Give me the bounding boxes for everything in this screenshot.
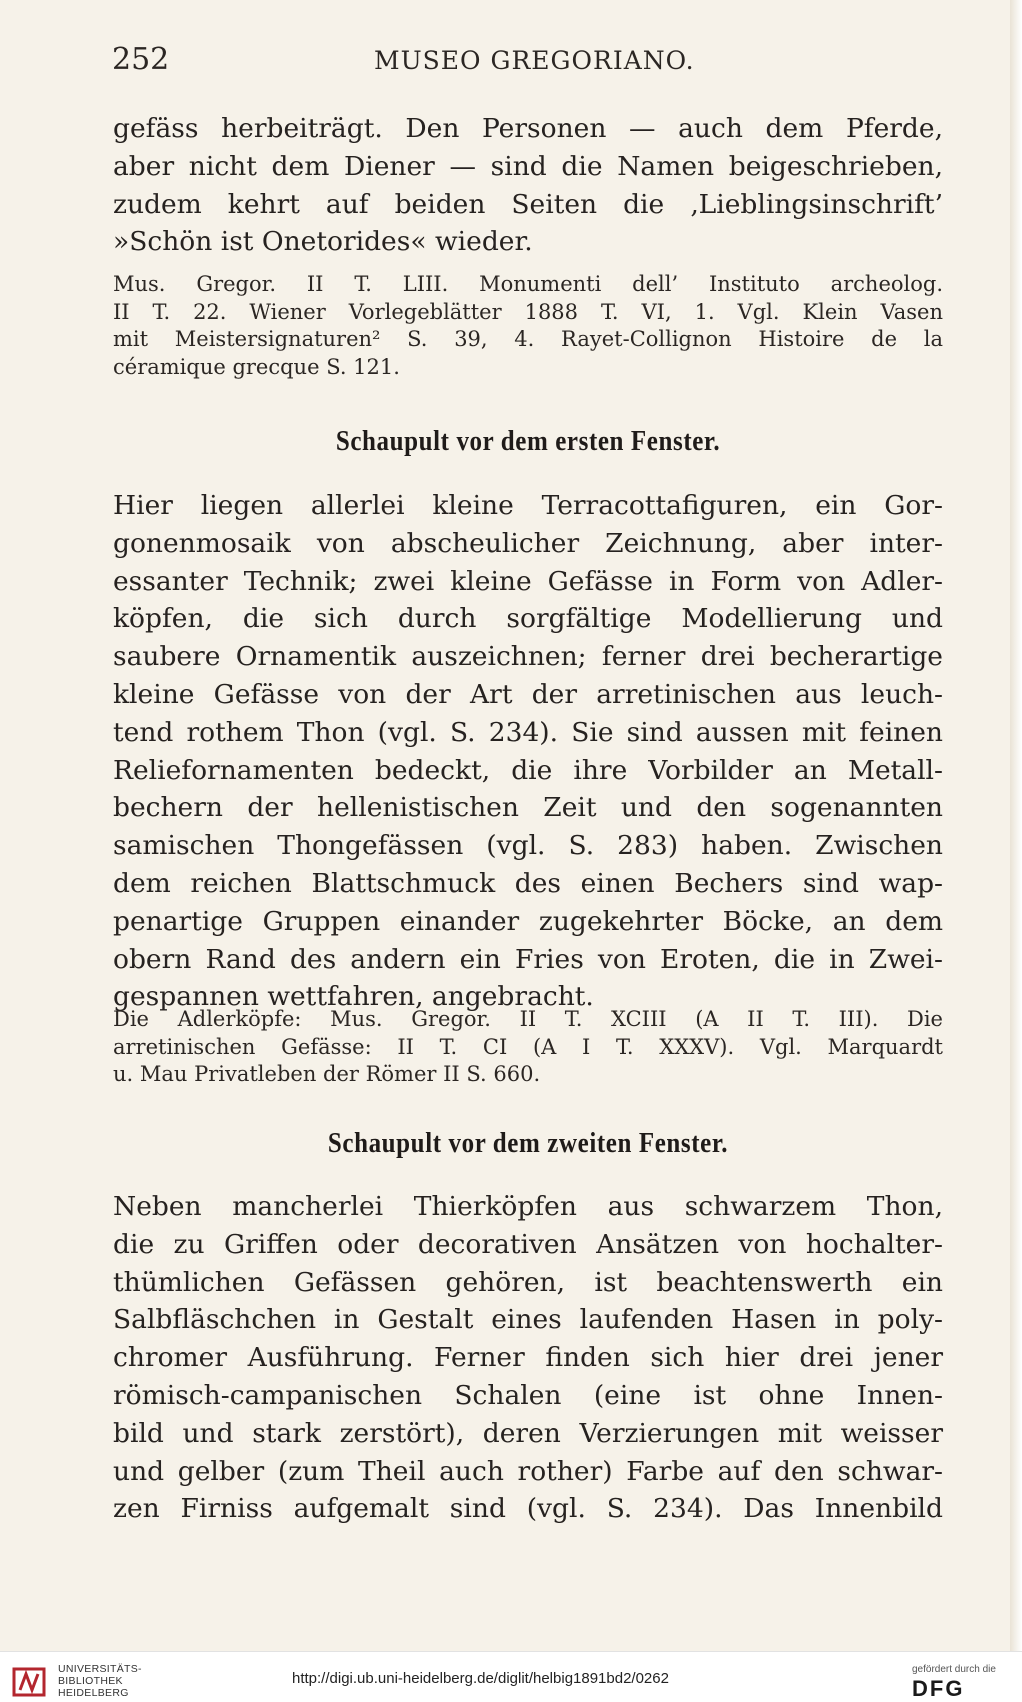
text-line: und gelber (zum Theil auch rother) Farbe auf den schwar- (113, 1455, 943, 1487)
text-line: dem reichen Blattschmuck des einen Bechers sind wap- (113, 867, 943, 899)
note-line: Die Adlerköpfe: Mus. Gregor. II T. XCIII (A II T. III). Die (113, 1007, 943, 1031)
footer-bar (0, 1651, 1022, 1702)
paragraph-1 (113, 110, 943, 261)
text-line: essanter Technik; zwei kleine Gefässe in Form von Adler- (113, 565, 943, 597)
permalink[interactable]: http://digi.ub.uni-heidelberg.de/diglit/helbig1891bd2/0262 (292, 1670, 669, 1687)
text-line: chromer Ausführung. Ferner finden sich hier drei jener (113, 1342, 943, 1374)
text-line: gefäss herbeiträgt. Den Personen — auch dem Pferde, (113, 113, 943, 144)
footnote-1 (113, 271, 943, 381)
section-heading-2: Schaupult vor dem zweiten Fenster. (327, 1128, 729, 1159)
text-line: römisch-campanischen Schalen (eine ist ohne Innen- (113, 1379, 943, 1411)
funded-by-label: gefördert durch die (912, 1664, 996, 1675)
text-line: gonenmosaik von abscheulicher Zeichnung, aber inter- (113, 527, 943, 559)
text-line: bild und stark zerstört), deren Verzierungen mit weisser (113, 1417, 943, 1449)
text-line: kleine Gefässe von der Art der arretinischen aus leuch- (113, 678, 943, 710)
page-header (112, 38, 942, 88)
text-line: thümlichen Gefässen gehören, ist beachtenswerth ein (113, 1266, 943, 1298)
dfg-logo: DFG (912, 1676, 965, 1701)
text-line: tend rothem Thon (vgl. S. 234). Sie sind aussen mit feinen (113, 716, 943, 748)
text-line: »Schön ist Onetorides« wieder. (113, 226, 533, 258)
text-line: Salbfläschchen in Gestalt eines laufenden Hasen in poly- (113, 1304, 943, 1336)
library-name-line: HEIDELBERG (58, 1687, 129, 1699)
text-line: saubere Ornamentik auszeichnen; ferner drei becherartige (113, 641, 943, 673)
text-line: gespannen wettfahren, angebracht. (113, 981, 594, 1013)
text-line: penartige Gruppen einander zugekehrter Böcke, an dem (113, 905, 943, 937)
text-line: samischen Thongefässen (vgl. S. 283) haben. Zwischen (113, 830, 943, 862)
library-logo-icon (12, 1666, 52, 1698)
text-line: die zu Griffen oder decorativen Ansätzen von hochalter- (113, 1228, 943, 1260)
text-line: Neben mancherlei Thierköpfen aus schwarzem Thon, (113, 1191, 943, 1222)
note-line: arretinischen Gefässe: II T. CI (A I T. XXXV). Vgl. Marquardt (113, 1034, 943, 1059)
library-name (58, 1663, 142, 1699)
note-line: mit Meistersignaturen² S. 39, 4. Rayet-Collignon Histoire de la (113, 327, 943, 351)
page-number: 252 (112, 42, 170, 77)
note-line: Mus. Gregor. II T. LIII. Monumenti dell’ Instituto archeolog. (113, 272, 943, 296)
text-line: zudem kehrt auf beiden Seiten die ‚Lieblingsinschrift’ (113, 188, 943, 220)
page-edge (1010, 0, 1022, 1701)
running-title: MUSEO GREGORIANO. (374, 46, 695, 75)
text-line: köpfen, die sich durch sorgfältige Modellierung und (113, 603, 943, 635)
text-line: aber nicht dem Diener — sind die Namen beigeschrieben, (113, 150, 943, 182)
text-line: bechern der hellenistischen Zeit und den sogenannten (113, 792, 943, 824)
note-line: II T. 22. Wiener Vorlegeblätter 1888 T. VI, 1. Vgl. Klein Vasen (113, 299, 943, 324)
text-line: zen Firniss aufgemalt sind (vgl. S. 234). Das Innenbild (113, 1493, 943, 1525)
footnote-2 (113, 1006, 943, 1089)
text-line: Reliefornamenten bedeckt, die ihre Vorbilder an Metall- (113, 754, 943, 786)
text-line: Hier liegen allerlei kleine Terracottafiguren, ein Gor- (113, 490, 943, 521)
note-line: céramique grecque S. 121. (113, 354, 400, 379)
note-line: u. Mau Privatleben der Römer II S. 660. (113, 1062, 541, 1086)
section-heading-1: Schaupult vor dem ersten Fenster. (335, 426, 721, 457)
library-name-line: UNIVERSITÄTS- (58, 1663, 142, 1675)
library-name-line: BIBLIOTHEK (58, 1675, 123, 1687)
text-line: obern Rand des andern ein Fries von Eroten, die in Zwei- (113, 943, 943, 975)
paragraph-3 (113, 1188, 943, 1528)
paragraph-2 (113, 487, 943, 1016)
